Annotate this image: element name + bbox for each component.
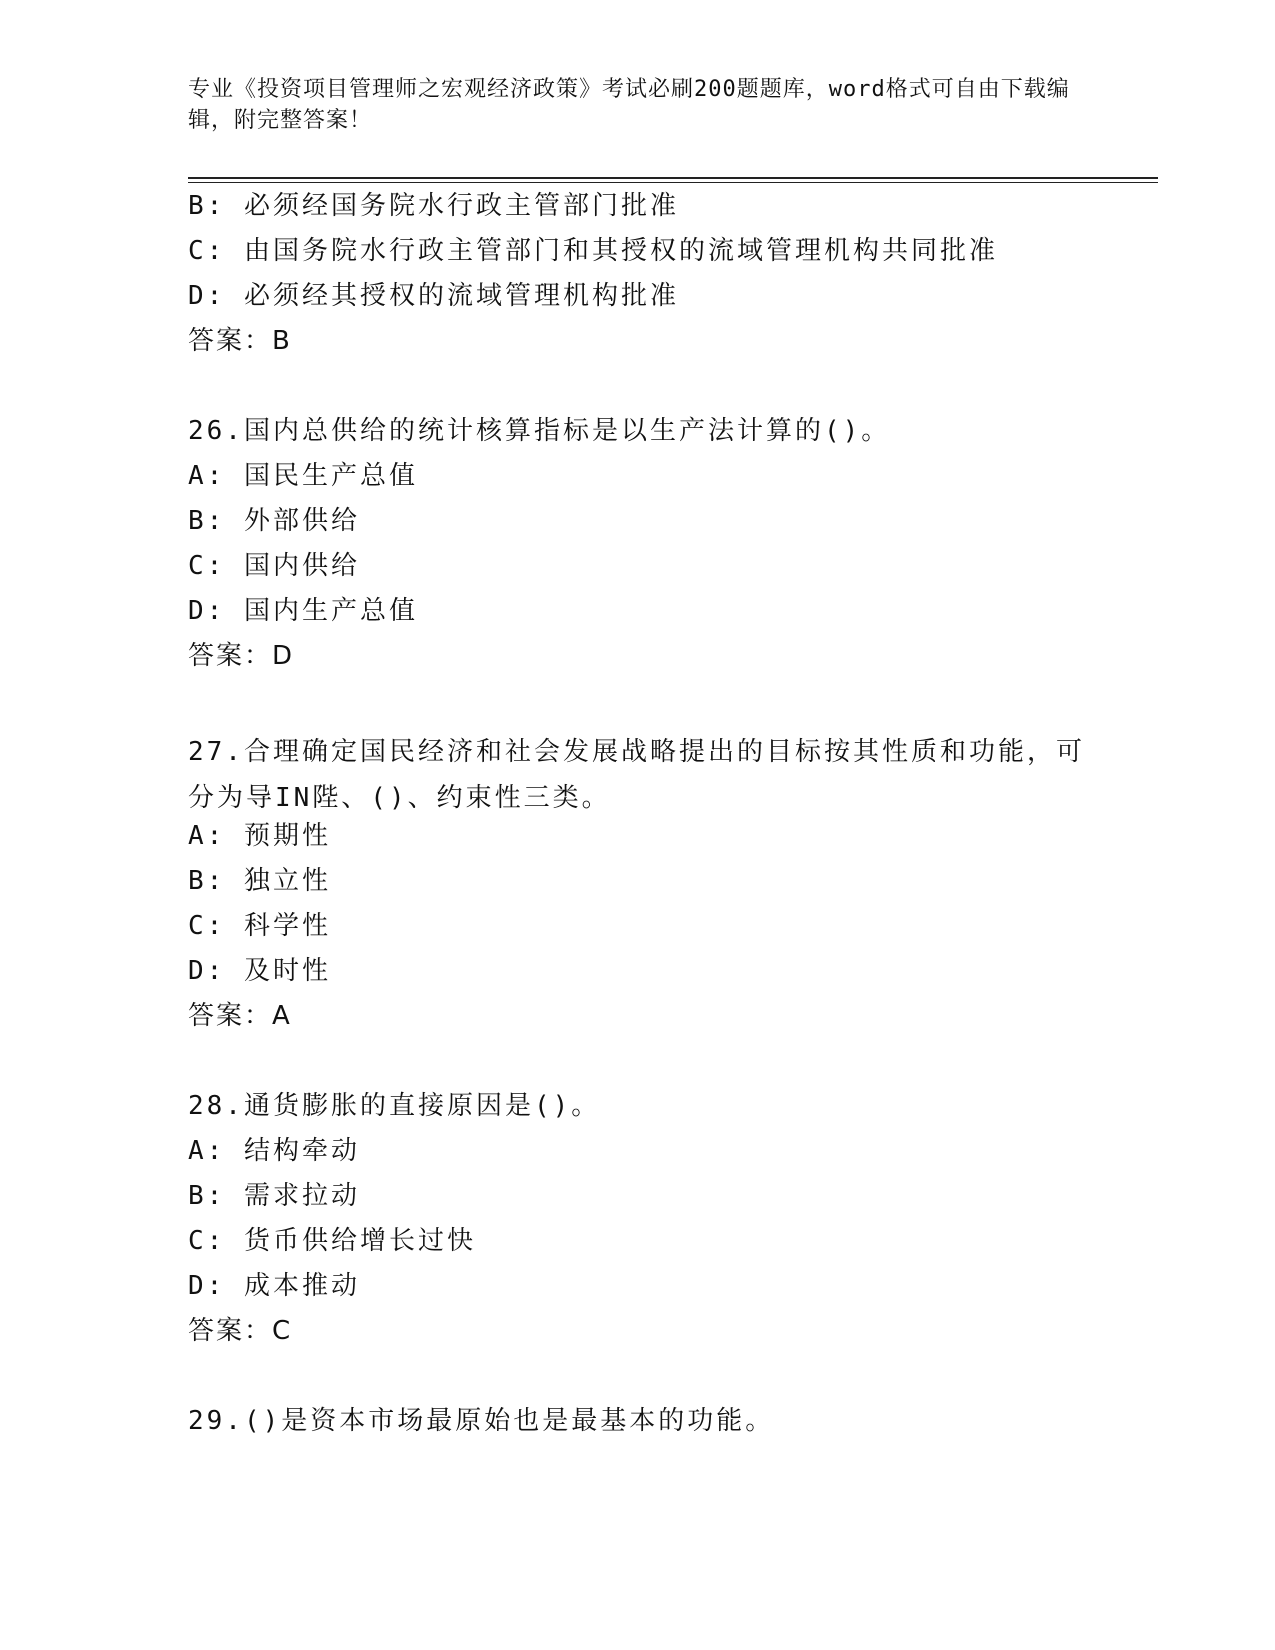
- document-header: 专业《投资项目管理师之宏观经济政策》考试必刷200题题库，word格式可自由下载编辑，附完整答案！: [188, 77, 1070, 133]
- q25-option-c: C: 由国务院水行政主管部门和其授权的流域管理机构共同批准: [188, 236, 998, 266]
- q26-answer: 答案：D: [188, 641, 295, 671]
- q28-option-a: A: 结构牵动: [188, 1136, 360, 1166]
- q25-option-d: D: 必须经其授权的流域管理机构批准: [188, 281, 679, 311]
- q25-answer: 答案：B: [188, 326, 292, 356]
- q26-option-b: B: 外部供给: [188, 506, 360, 536]
- header-rule-thick: [188, 177, 1158, 179]
- q25-option-b: B: 必须经国务院水行政主管部门批准: [188, 191, 679, 221]
- q27-option-d: D: 及时性: [188, 956, 331, 986]
- q28-question: 28.通货膨胀的直接原因是()。: [188, 1091, 601, 1121]
- q27-option-b: B: 独立性: [188, 866, 331, 896]
- q27-answer: 答案：A: [188, 1001, 292, 1031]
- q29-question: 29.()是资本市场最原始也是最基本的功能。: [188, 1406, 775, 1436]
- header-rule-thin: [188, 182, 1158, 183]
- q28-option-c: C: 货币供给增长过快: [188, 1226, 476, 1256]
- q28-option-b: B: 需求拉动: [188, 1181, 360, 1211]
- q27-option-a: A: 预期性: [188, 821, 331, 851]
- q27-option-c: C: 科学性: [188, 911, 331, 941]
- q27-question: 27.合理确定国民经济和社会发展战略提出的目标按其性质和功能，可分为导IN陛、()、约束性三类。: [188, 737, 1085, 813]
- q26-option-c: C: 国内供给: [188, 551, 360, 581]
- q26-option-d: D: 国内生产总值: [188, 596, 418, 626]
- q26-question: 26.国内总供给的统计核算指标是以生产法计算的()。: [188, 416, 891, 446]
- q28-option-d: D: 成本推动: [188, 1271, 360, 1301]
- q26-option-a: A: 国民生产总值: [188, 461, 418, 491]
- q28-answer: 答案：C: [188, 1316, 293, 1346]
